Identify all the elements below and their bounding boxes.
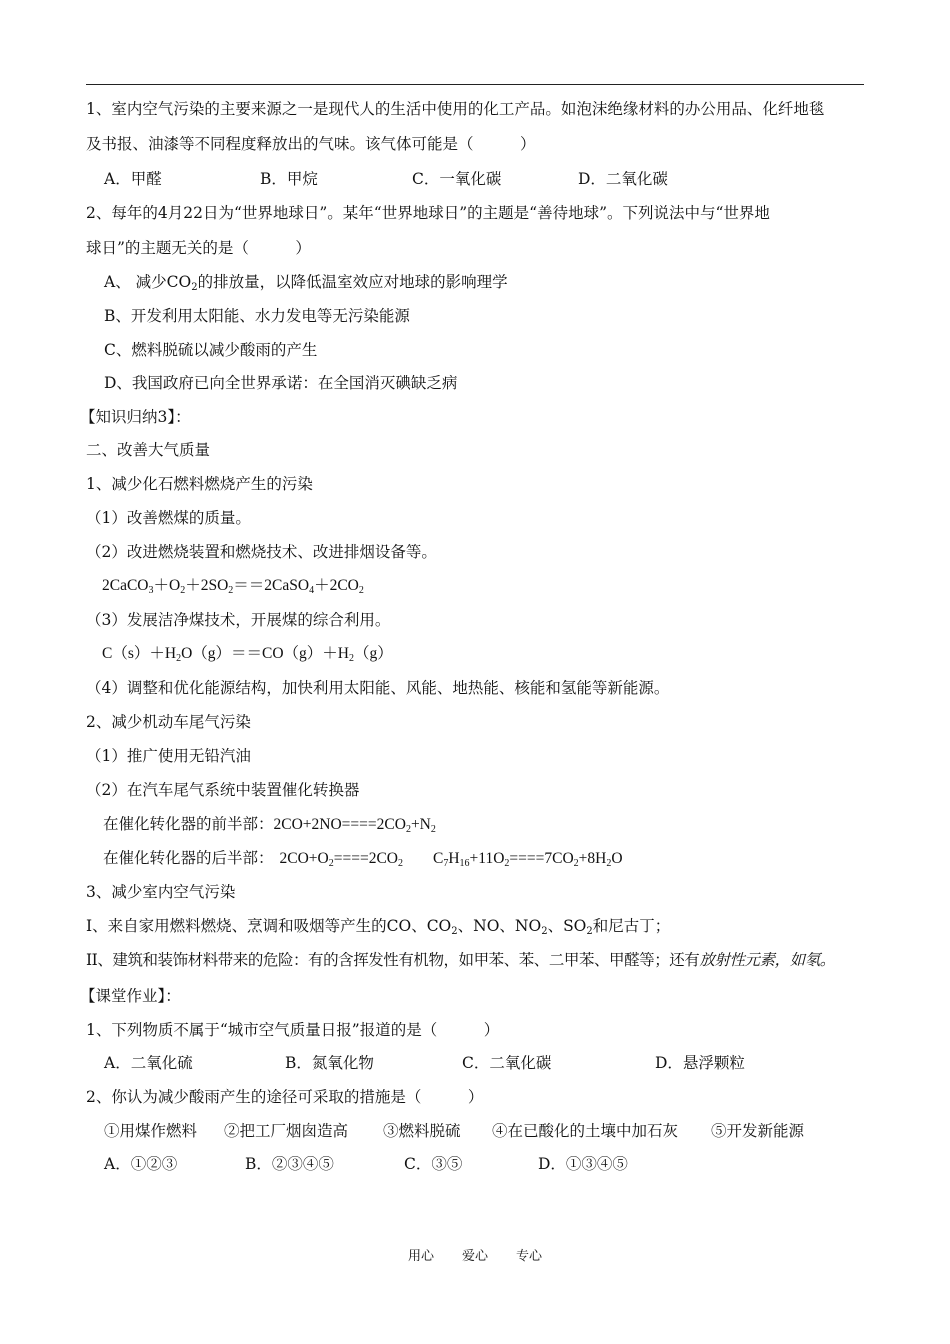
subsection-3-item-1: I、来自家用燃料燃烧、烹调和吸烟等产生的CO、$CO_2$、NO、$NO_2$、$SO_2$和尼古丁； xyxy=(86,917,671,937)
q1-option-c: C．一氧化碳 xyxy=(412,170,502,188)
q1-option-a: A．甲醛 xyxy=(104,170,162,188)
measure-3: ③燃料脱硫 xyxy=(383,1122,461,1140)
subsection-3-title: 3、减少室内空气污染 xyxy=(86,883,236,901)
equation-front: $2CO+2NO====2CO_2+N_2$ xyxy=(273,816,436,835)
hw-q2-stem: 2、你认为减少酸雨产生的途径可采取的措施是（ ） xyxy=(86,1088,484,1106)
subsection-2-item-1: （1）推广使用无铅汽油 xyxy=(86,747,251,765)
hw-q2-option-c: C．③⑤ xyxy=(404,1155,463,1173)
equation-back-2: $C_7H_{16}+11O_2====7CO_2+8H_2O$ xyxy=(432,850,623,869)
equation-back-1: $2CO+O_2====2CO_2$ xyxy=(279,850,403,869)
subsection-1-item-4: （4）调整和优化能源结构，加快利用太阳能、风能、地热能、核能和氢能等新能源。 xyxy=(86,679,670,697)
q1-option-b: B．甲烷 xyxy=(260,170,318,188)
hw-q2-option-a: A．①②③ xyxy=(104,1155,178,1173)
q2-stem-line1: 2、每年的4月22日为“世界地球日”。某年“世界地球日”的主题是“善待地球”。下列说法中与“世界地 xyxy=(86,204,770,222)
catalytic-front-line: 在催化转化器的前半部：$2CO+2NO====2CO_2+N_2$ xyxy=(103,815,436,835)
equation-coal-gasification: $C(s)+H_2O(g)==CO(g)+H_2(g)$ xyxy=(102,645,393,664)
q2-stem-line2: 球日”的主题无关的是（ ） xyxy=(86,239,311,257)
q2-option-a: A、 减少$CO_2$的排放量，以降低温室效应对地球的影响理学 xyxy=(104,273,508,293)
hw-q1-option-d: D．悬浮颗粒 xyxy=(655,1054,745,1072)
q2-option-b: B、开发利用太阳能、水力发电等无污染能源 xyxy=(104,307,410,325)
subsection-3-item-2: II、建筑和装饰材料带来的危险：有的含挥发性有机物，如甲苯、苯、二甲苯、甲醛等；还有放射性元素，如氡。 xyxy=(86,951,835,969)
page-footer: 用心 爱心 专心 xyxy=(407,1249,543,1264)
hw-q1-options xyxy=(104,1053,745,1073)
homework-heading: 【课堂作业】： xyxy=(80,987,181,1005)
hw-q2-option-b: B．②③④⑤ xyxy=(245,1155,334,1173)
q2-option-c: C、燃料脱硫以减少酸雨的产生 xyxy=(104,341,318,359)
measure-4: ④在已酸化的土壤中加石灰 xyxy=(492,1122,679,1140)
hw-q1-option-b: B．氮氧化物 xyxy=(285,1054,374,1072)
equation-desulfurization: $2CaCO_3+O_2+2SO_2==2CaSO_4+2CO_2$ xyxy=(102,577,364,596)
measure-5: ⑤开发新能源 xyxy=(711,1122,805,1140)
measure-1: ①用煤作燃料 xyxy=(104,1122,198,1140)
hw-q1-option-c: C．二氧化碳 xyxy=(462,1054,552,1072)
subsection-2-item-2: （2）在汽车尾气系统中装置催化转换器 xyxy=(86,781,360,799)
q1-options xyxy=(104,169,668,189)
hw-q1-stem: 1、下列物质不属于“城市空气质量日报”报道的是（ ） xyxy=(86,1021,500,1039)
measure-2: ②把工厂烟囱造高 xyxy=(224,1122,349,1140)
subsection-2-title: 2、减少机动车尾气污染 xyxy=(86,713,251,731)
subsection-1-item-3: （3）发展洁净煤技术，开展煤的综合利用。 xyxy=(86,611,391,629)
q1-option-d: D．二氧化碳 xyxy=(578,170,668,188)
hw-q1-option-a: A．二氧化硫 xyxy=(104,1054,193,1072)
q1-stem-line1: 1、室内空气污染的主要来源之一是现代人的生活中使用的化工产品。如泡沫绝缘材料的办公用品、化纤地毯 xyxy=(86,100,825,118)
header-rule xyxy=(86,84,864,85)
knowledge-heading: 【知识归纳3】： xyxy=(80,408,191,426)
catalytic-back-line: 在催化转化器的后半部： $2CO+O_2====2CO_2$ $C_7H_{16}+11O_2====7CO_2+8H_2O$ xyxy=(103,849,623,869)
hw-q2-measures xyxy=(104,1121,804,1141)
q2-option-d: D、我国政府已向全世界承诺：在全国消灭碘缺乏病 xyxy=(104,374,458,392)
hw-q2-option-d: D．①③④⑤ xyxy=(538,1155,628,1173)
subsection-1-item-1: （1）改善燃煤的质量。 xyxy=(86,509,251,527)
section-title: 二、改善大气质量 xyxy=(86,441,211,459)
subsection-1-title: 1、减少化石燃料燃烧产生的污染 xyxy=(86,475,313,493)
q1-stem-line2: 及书报、油漆等不同程度释放出的气味。该气体可能是（ ） xyxy=(86,135,536,153)
hw-q2-options xyxy=(104,1154,628,1174)
subsection-1-item-2: （2）改进燃烧装置和燃烧技术、改进排烟设备等。 xyxy=(86,543,437,561)
